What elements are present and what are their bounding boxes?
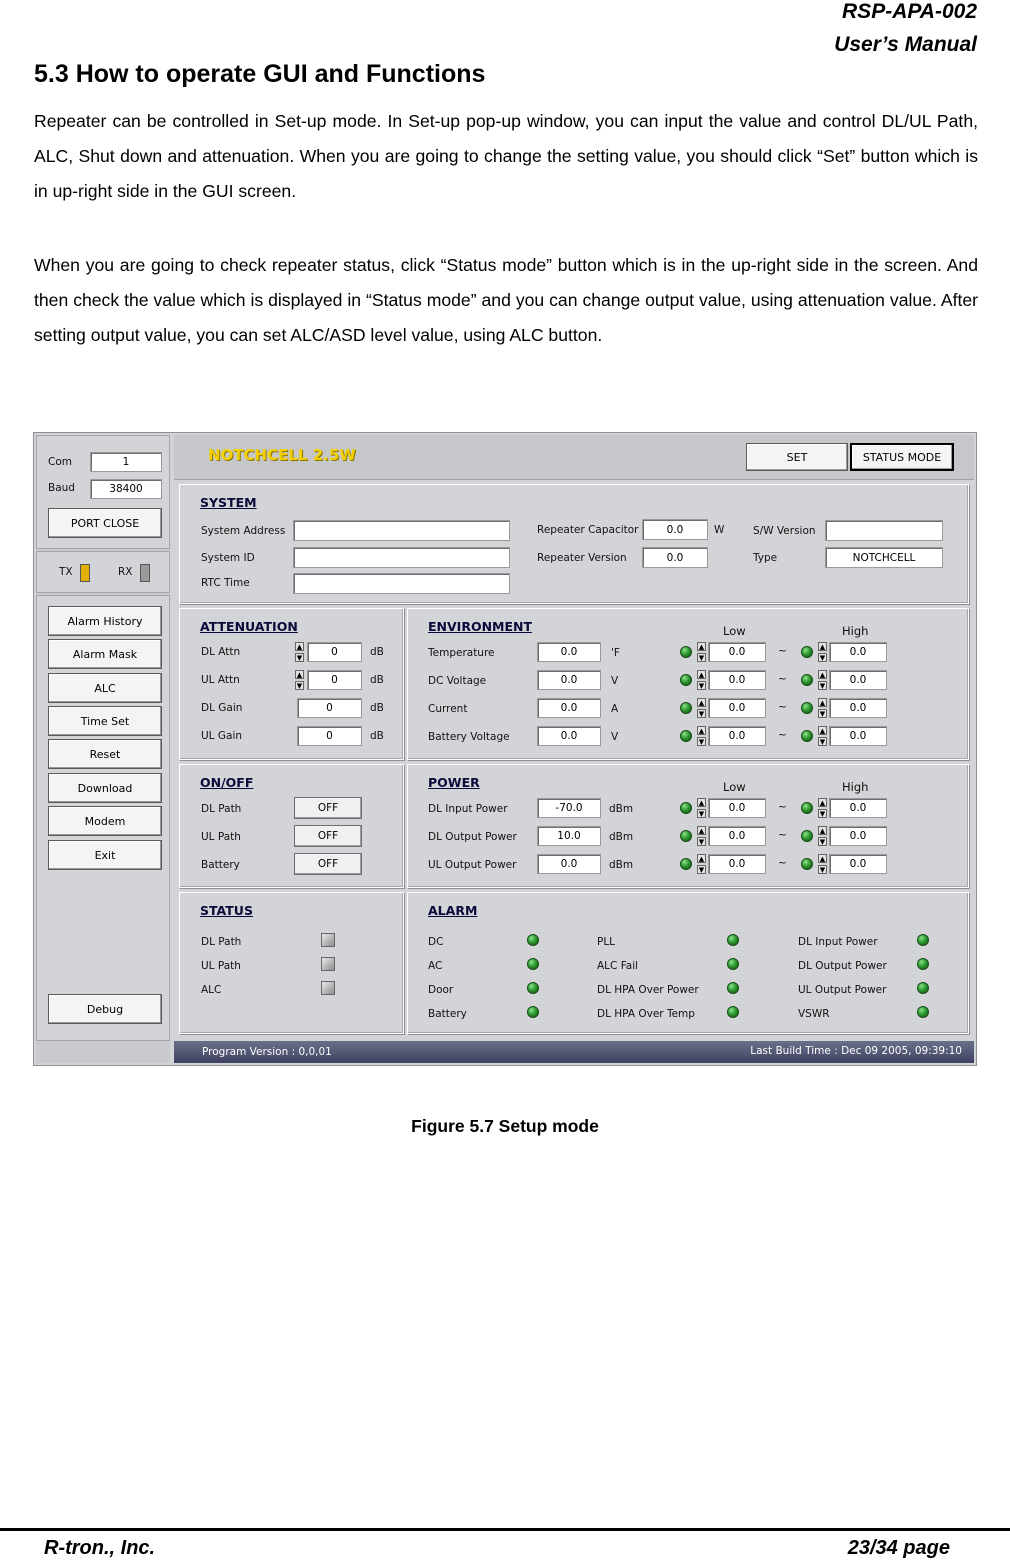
attn-unit: dB xyxy=(370,674,384,686)
alarm-mask-button[interactable]: Alarm Mask xyxy=(48,639,162,669)
high-field[interactable]: 0.0 xyxy=(829,698,887,718)
alarm-label: DC xyxy=(428,936,444,948)
power-row-label: DL Input Power xyxy=(428,803,508,815)
high-header: High xyxy=(842,780,869,794)
sw-version-label: S/W Version xyxy=(753,525,816,537)
green-led-icon xyxy=(527,1006,539,1018)
alarm-label: AC xyxy=(428,960,443,972)
env-row-label: DC Voltage xyxy=(428,675,487,687)
doc-id: RSP-APA-002 xyxy=(842,0,977,23)
green-led-icon xyxy=(527,934,539,946)
low-spinner[interactable]: ▲ ▼ xyxy=(698,699,705,718)
tilde: ~ xyxy=(778,729,787,741)
green-led-icon xyxy=(680,646,692,658)
env-unit: V xyxy=(611,675,619,687)
system-address-field[interactable] xyxy=(293,520,510,541)
power-unit: dBm xyxy=(609,859,634,871)
power-row-label: DL Output Power xyxy=(428,831,517,843)
green-led-icon xyxy=(680,702,692,714)
type-field[interactable]: NOTCHCELL xyxy=(825,547,943,568)
env-unit: V xyxy=(611,731,619,743)
attn-label: DL Attn xyxy=(201,646,241,658)
low-spinner[interactable]: ▲ ▼ xyxy=(698,799,705,818)
high-spinner[interactable]: ▲ ▼ xyxy=(819,699,826,718)
env-unit: 'F xyxy=(611,647,620,659)
rx-led-icon xyxy=(140,564,150,582)
tilde: ~ xyxy=(778,701,787,713)
alarm-label: Door xyxy=(428,984,454,996)
status-indicator-icon xyxy=(321,957,335,971)
system-id-field[interactable] xyxy=(293,547,510,568)
status-mode-button[interactable]: STATUS MODE xyxy=(850,443,954,471)
attenuation-panel xyxy=(179,608,404,760)
low-header: Low xyxy=(723,780,746,794)
type-label: Type xyxy=(753,552,778,564)
power-title: POWER xyxy=(428,775,480,790)
status-row-label: DL Path xyxy=(201,936,242,948)
green-led-icon xyxy=(801,802,813,814)
alarm-label: VSWR xyxy=(798,1008,830,1020)
figure-caption: Figure 5.7 Setup mode xyxy=(411,1116,599,1136)
low-header: Low xyxy=(723,624,746,638)
attn-spinner[interactable]: ▲ ▼ xyxy=(296,671,303,690)
green-led-icon xyxy=(727,958,739,970)
battery-toggle[interactable]: OFF xyxy=(294,853,362,875)
green-led-icon xyxy=(680,730,692,742)
alarm-label: Battery xyxy=(428,1008,467,1020)
last-build-time: Last Build Time : Dec 09 2005, 09:39:10 xyxy=(750,1045,962,1057)
status-row-label: UL Path xyxy=(201,960,241,972)
high-field[interactable]: 0.0 xyxy=(829,642,887,662)
reset-button[interactable]: Reset xyxy=(48,739,162,769)
tx-label: TX xyxy=(59,566,73,578)
high-spinner[interactable]: ▲ ▼ xyxy=(819,727,826,746)
low-field[interactable]: 0.0 xyxy=(708,698,766,718)
title-bar xyxy=(174,435,974,480)
high-spinner[interactable]: ▲ ▼ xyxy=(819,827,826,846)
high-field[interactable]: 0.0 xyxy=(829,670,887,690)
dl-path-toggle[interactable]: OFF xyxy=(294,797,362,819)
attn-unit: dB xyxy=(370,646,384,658)
exit-button[interactable]: Exit xyxy=(48,840,162,870)
system-panel xyxy=(179,484,969,604)
onoff-label: DL Path xyxy=(201,803,242,815)
env-value-field: 0.0 xyxy=(537,670,601,690)
txrx-group xyxy=(36,551,170,593)
attenuation-title: ATTENUATION xyxy=(200,619,298,634)
high-spinner[interactable]: ▲ ▼ xyxy=(819,643,826,662)
gain-label: DL Gain xyxy=(201,702,243,714)
green-led-icon xyxy=(917,1006,929,1018)
power-value-field: -70.0 xyxy=(537,798,601,818)
sidebar xyxy=(36,435,170,1063)
repeater-capacitor-label: Repeater Capacitor xyxy=(537,524,639,536)
repeater-version-label: Repeater Version xyxy=(537,552,627,564)
com-field[interactable]: 1 xyxy=(90,452,162,472)
modem-button[interactable]: Modem xyxy=(48,806,162,836)
power-panel xyxy=(407,764,969,888)
status-indicator-icon xyxy=(321,933,335,947)
port-close-button[interactable]: PORT CLOSE xyxy=(48,508,162,538)
power-value-field: 10.0 xyxy=(537,826,601,846)
status-indicator-icon xyxy=(321,981,335,995)
tilde: ~ xyxy=(778,829,787,841)
alarm-label: DL Output Power xyxy=(798,960,887,972)
function-group xyxy=(36,595,170,1041)
debug-button[interactable]: Debug xyxy=(48,994,162,1024)
baud-label: Baud xyxy=(48,482,75,494)
tilde: ~ xyxy=(778,857,787,869)
environment-title: ENVIRONMENT xyxy=(428,619,533,634)
green-led-icon xyxy=(680,674,692,686)
section-title: 5.3 How to operate GUI and Functions xyxy=(34,60,486,88)
power-unit: dBm xyxy=(609,803,634,815)
repeater-version-field[interactable]: 0.0 xyxy=(642,547,708,568)
program-version: Program Version : 0,0,01 xyxy=(202,1046,332,1058)
green-led-icon xyxy=(917,934,929,946)
app-title: NOTCHCELL 2.5W xyxy=(208,446,356,464)
repeater-capacitor-unit: W xyxy=(714,524,725,536)
alc-button[interactable]: ALC xyxy=(48,673,162,703)
rtc-time-label: RTC Time xyxy=(201,577,250,589)
gain-label: UL Gain xyxy=(201,730,243,742)
low-spinner[interactable]: ▲ ▼ xyxy=(698,643,705,662)
tilde: ~ xyxy=(778,645,787,657)
env-value-field: 0.0 xyxy=(537,642,601,662)
system-address-label: System Address xyxy=(201,525,286,537)
alarm-label: DL HPA Over Temp xyxy=(597,1008,695,1020)
env-value-field: 0.0 xyxy=(537,726,601,746)
time-set-button[interactable]: Time Set xyxy=(48,706,162,736)
env-row-label: Current xyxy=(428,703,468,715)
alarm-label: UL Output Power xyxy=(798,984,887,996)
tilde: ~ xyxy=(778,673,787,685)
alarm-title: ALARM xyxy=(428,903,478,918)
green-led-icon xyxy=(801,730,813,742)
repeater-capacitor-field[interactable]: 0.0 xyxy=(642,519,708,540)
green-led-icon xyxy=(680,802,692,814)
high-field[interactable]: 0.0 xyxy=(829,826,887,846)
alarm-panel xyxy=(407,892,969,1034)
high-spinner[interactable]: ▲ ▼ xyxy=(819,855,826,874)
green-led-icon xyxy=(917,958,929,970)
rtc-time-field[interactable] xyxy=(293,573,510,594)
green-led-icon xyxy=(527,958,539,970)
doc-type: User’s Manual xyxy=(834,33,977,56)
status-title: STATUS xyxy=(200,903,253,918)
green-led-icon xyxy=(801,702,813,714)
gain-unit: dB xyxy=(370,702,384,714)
attn-spinner[interactable]: ▲ ▼ xyxy=(296,643,303,662)
green-led-icon xyxy=(727,982,739,994)
onoff-label: UL Path xyxy=(201,831,241,843)
baud-field[interactable]: 38400 xyxy=(90,479,162,499)
green-led-icon xyxy=(917,982,929,994)
system-title: SYSTEM xyxy=(200,495,257,510)
onoff-label: Battery xyxy=(201,859,240,871)
tilde: ~ xyxy=(778,801,787,813)
power-unit: dBm xyxy=(609,831,634,843)
green-led-icon xyxy=(801,674,813,686)
paragraph-2: When you are going to check repeater status, click “Status mode” button which is in the up-right side in the screen. And then check the value which is displayed in “Status mode” and you can change output value, using attenuation value. After setting output value, you can set ALC/ASD level value, using ALC button. xyxy=(34,255,978,345)
rx-label: RX xyxy=(118,566,133,578)
env-unit: A xyxy=(611,703,619,715)
gui-window xyxy=(33,432,977,1066)
tx-led-icon xyxy=(80,564,90,582)
low-spinner[interactable]: ▲ ▼ xyxy=(698,855,705,874)
green-led-icon xyxy=(801,830,813,842)
low-spinner[interactable]: ▲ ▼ xyxy=(698,671,705,690)
system-id-label: System ID xyxy=(201,552,255,564)
env-row-label: Temperature xyxy=(428,647,495,659)
high-field[interactable]: 0.0 xyxy=(829,798,887,818)
download-button[interactable]: Download xyxy=(48,773,162,803)
set-button[interactable]: SET xyxy=(746,443,848,471)
attn-label: UL Attn xyxy=(201,674,240,686)
high-spinner[interactable]: ▲ ▼ xyxy=(819,799,826,818)
green-led-icon xyxy=(527,982,539,994)
footer-company: R-tron., Inc. xyxy=(44,1537,156,1559)
alarm-label: DL Input Power xyxy=(798,936,878,948)
port-group xyxy=(36,435,170,549)
high-field[interactable]: 0.0 xyxy=(829,854,887,874)
onoff-title: ON/OFF xyxy=(200,775,254,790)
onoff-panel xyxy=(179,764,404,888)
gain-unit: dB xyxy=(370,730,384,742)
low-field[interactable]: 0.0 xyxy=(708,826,766,846)
low-field[interactable]: 0.0 xyxy=(708,798,766,818)
env-row-label: Battery Voltage xyxy=(428,731,510,743)
low-spinner[interactable]: ▲ ▼ xyxy=(698,827,705,846)
green-led-icon xyxy=(801,858,813,870)
footer-rule xyxy=(0,1528,1010,1531)
alarm-label: DL HPA Over Power xyxy=(597,984,699,996)
low-field[interactable]: 0.0 xyxy=(708,726,766,746)
low-spinner[interactable]: ▲ ▼ xyxy=(698,727,705,746)
power-row-label: UL Output Power xyxy=(428,859,517,871)
ul-path-toggle[interactable]: OFF xyxy=(294,825,362,847)
status-panel xyxy=(179,892,404,1034)
low-field[interactable]: 0.0 xyxy=(708,854,766,874)
environment-panel xyxy=(407,608,969,760)
low-field[interactable]: 0.0 xyxy=(708,670,766,690)
sw-version-field[interactable] xyxy=(825,520,943,541)
green-led-icon xyxy=(727,1006,739,1018)
alarm-label: ALC Fail xyxy=(597,960,639,972)
footer-page: 23/34 page xyxy=(847,1537,950,1559)
attn-field[interactable]: 0 xyxy=(307,642,362,662)
alarm-history-button[interactable]: Alarm History xyxy=(48,606,162,636)
high-spinner[interactable]: ▲ ▼ xyxy=(819,671,826,690)
gain-field[interactable]: 0 xyxy=(297,698,362,718)
green-led-icon xyxy=(680,830,692,842)
paragraph-1: Repeater can be controlled in Set-up mode. In Set-up pop-up window, you can input the value and control DL/UL Path, ALC, Shut down and attenuation. When you are going to change the setting value, you should click “Set” button which is in up-right side in the GUI screen. xyxy=(34,111,978,201)
com-label: Com xyxy=(48,456,72,468)
status-row-label: ALC xyxy=(201,984,222,996)
gain-field[interactable]: 0 xyxy=(297,726,362,746)
status-bar xyxy=(174,1041,974,1063)
alarm-label: PLL xyxy=(597,936,616,948)
env-value-field: 0.0 xyxy=(537,698,601,718)
green-led-icon xyxy=(801,646,813,658)
green-led-icon xyxy=(727,934,739,946)
low-field[interactable]: 0.0 xyxy=(708,642,766,662)
attn-field[interactable]: 0 xyxy=(307,670,362,690)
power-value-field: 0.0 xyxy=(537,854,601,874)
high-field[interactable]: 0.0 xyxy=(829,726,887,746)
high-header: High xyxy=(842,624,869,638)
green-led-icon xyxy=(680,858,692,870)
